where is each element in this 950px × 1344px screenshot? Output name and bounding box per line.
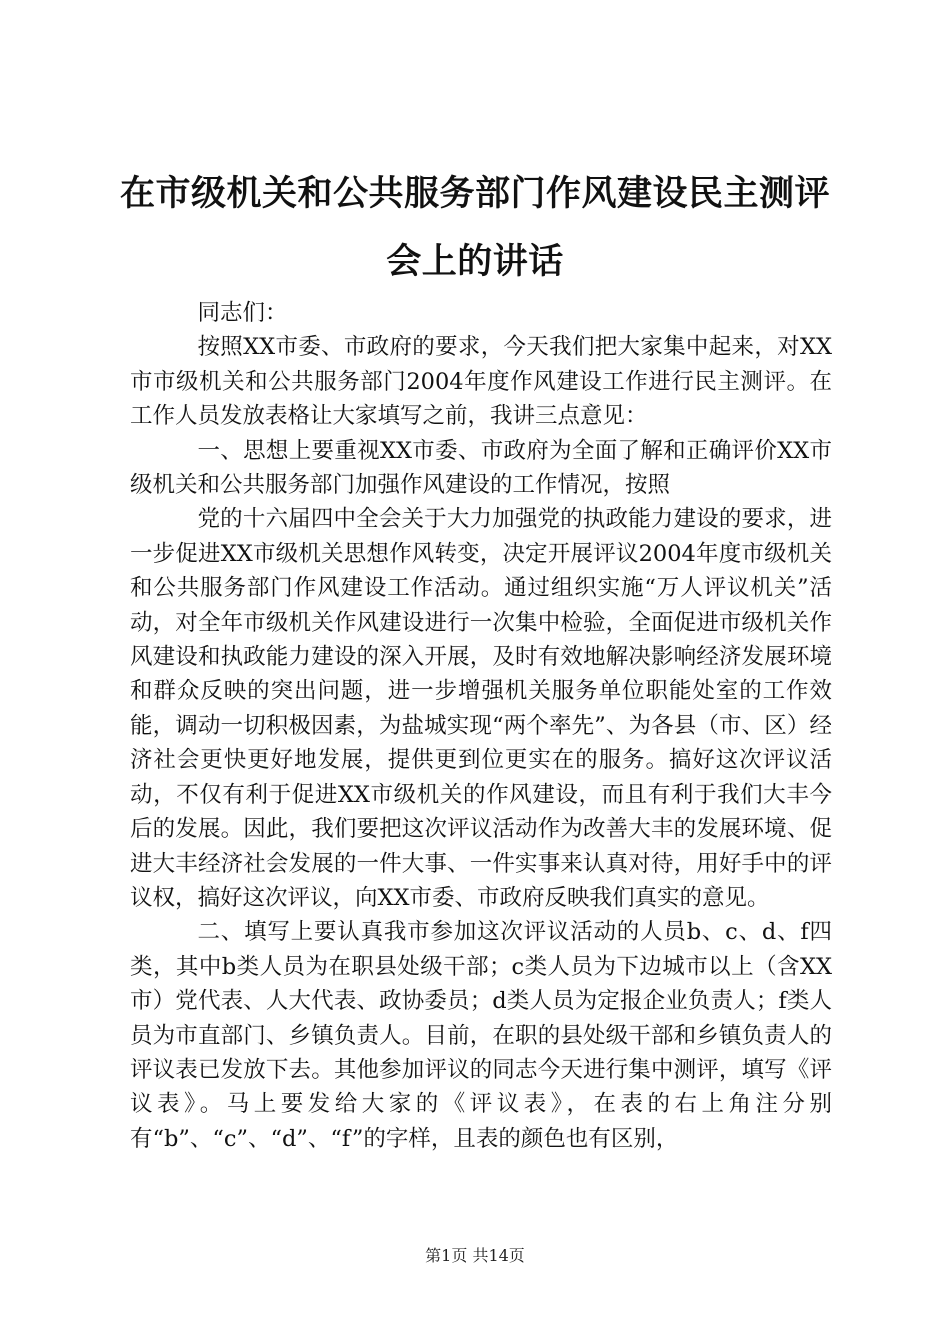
title-line-1: 在市级机关和公共服务部门作风建设民主测评 [119,174,830,214]
salutation: 同志们： [197,300,288,326]
paragraph-section-two: 二、填写上要认真我市参加这次评议活动的人员b、c、d、f四类，其中b类人员为在职县处级干部；c类人员为下边城市以上（含XX市）党代表、人大代表、政协委员；d类人员为定报企业负责人；f类人员为市直部门、乡镇负责人。目前，在职的县处级干部和乡镇负责人的评议表已发放下去。其他参加评议的同志今天进行集中测评，填写《评议表》。马上要发给大家的《评议表》，在表的右上角注分别有“b”、“c”、“d”、“f”的字样，且表的颜色也有区别， [130,919,832,1152]
paragraph-section-one-body: 党的十六届四中全会关于大力加强党的执政能力建设的要求，进一步促进XX市级机关思想作风转变，决定开展评议2004年度市级机关和公共服务部门作风建设工作活动。通过组织实施“万人评议机关”活动，对全年市级机关作风建设进行一次集中检验，全面促进市级机关作风建设和执政能力建设的深入开展，及时有效地解决影响经济发展环境和群众反映的突出问题，进一步增强机关服务单位职能处室的工作效能，调动一切积极因素，为盐城实现“两个率先”、为各县（市、区）经济社会更快更好地发展，提供更到位更实在的服务。搞好这次评议活动，不仅有利于促进XX市级机关的作风建设，而且有利于我们大丰今后的发展。因此，我们要把这次评议活动作为改善大丰的发展环境、促进大丰经济社会发展的一件大事、一件实事来认真对待，用好手中的评议权，搞好这次评议，向XX市委、市政府反映我们真实的意见。 [130,506,832,911]
page-number-footer: 第1页 共14页 [425,1246,525,1265]
paragraph-intro: 按照XX市委、市政府的要求，今天我们把大家集中起来，对XX市市级机关和公共服务部门2004年度作风建设工作进行民主测评。在工作人员发放表格让大家填写之前，我讲三点意见： [130,334,832,430]
document-body [130,296,832,1156]
title-line-2: 会上的讲话 [386,242,564,282]
page-title [110,160,840,296]
paragraph-section-one-heading: 一、思想上要重视XX市委、市政府为全面了解和正确评价XX市级机关和公共服务部门加强作风建设的工作情况，按照 [130,437,832,499]
